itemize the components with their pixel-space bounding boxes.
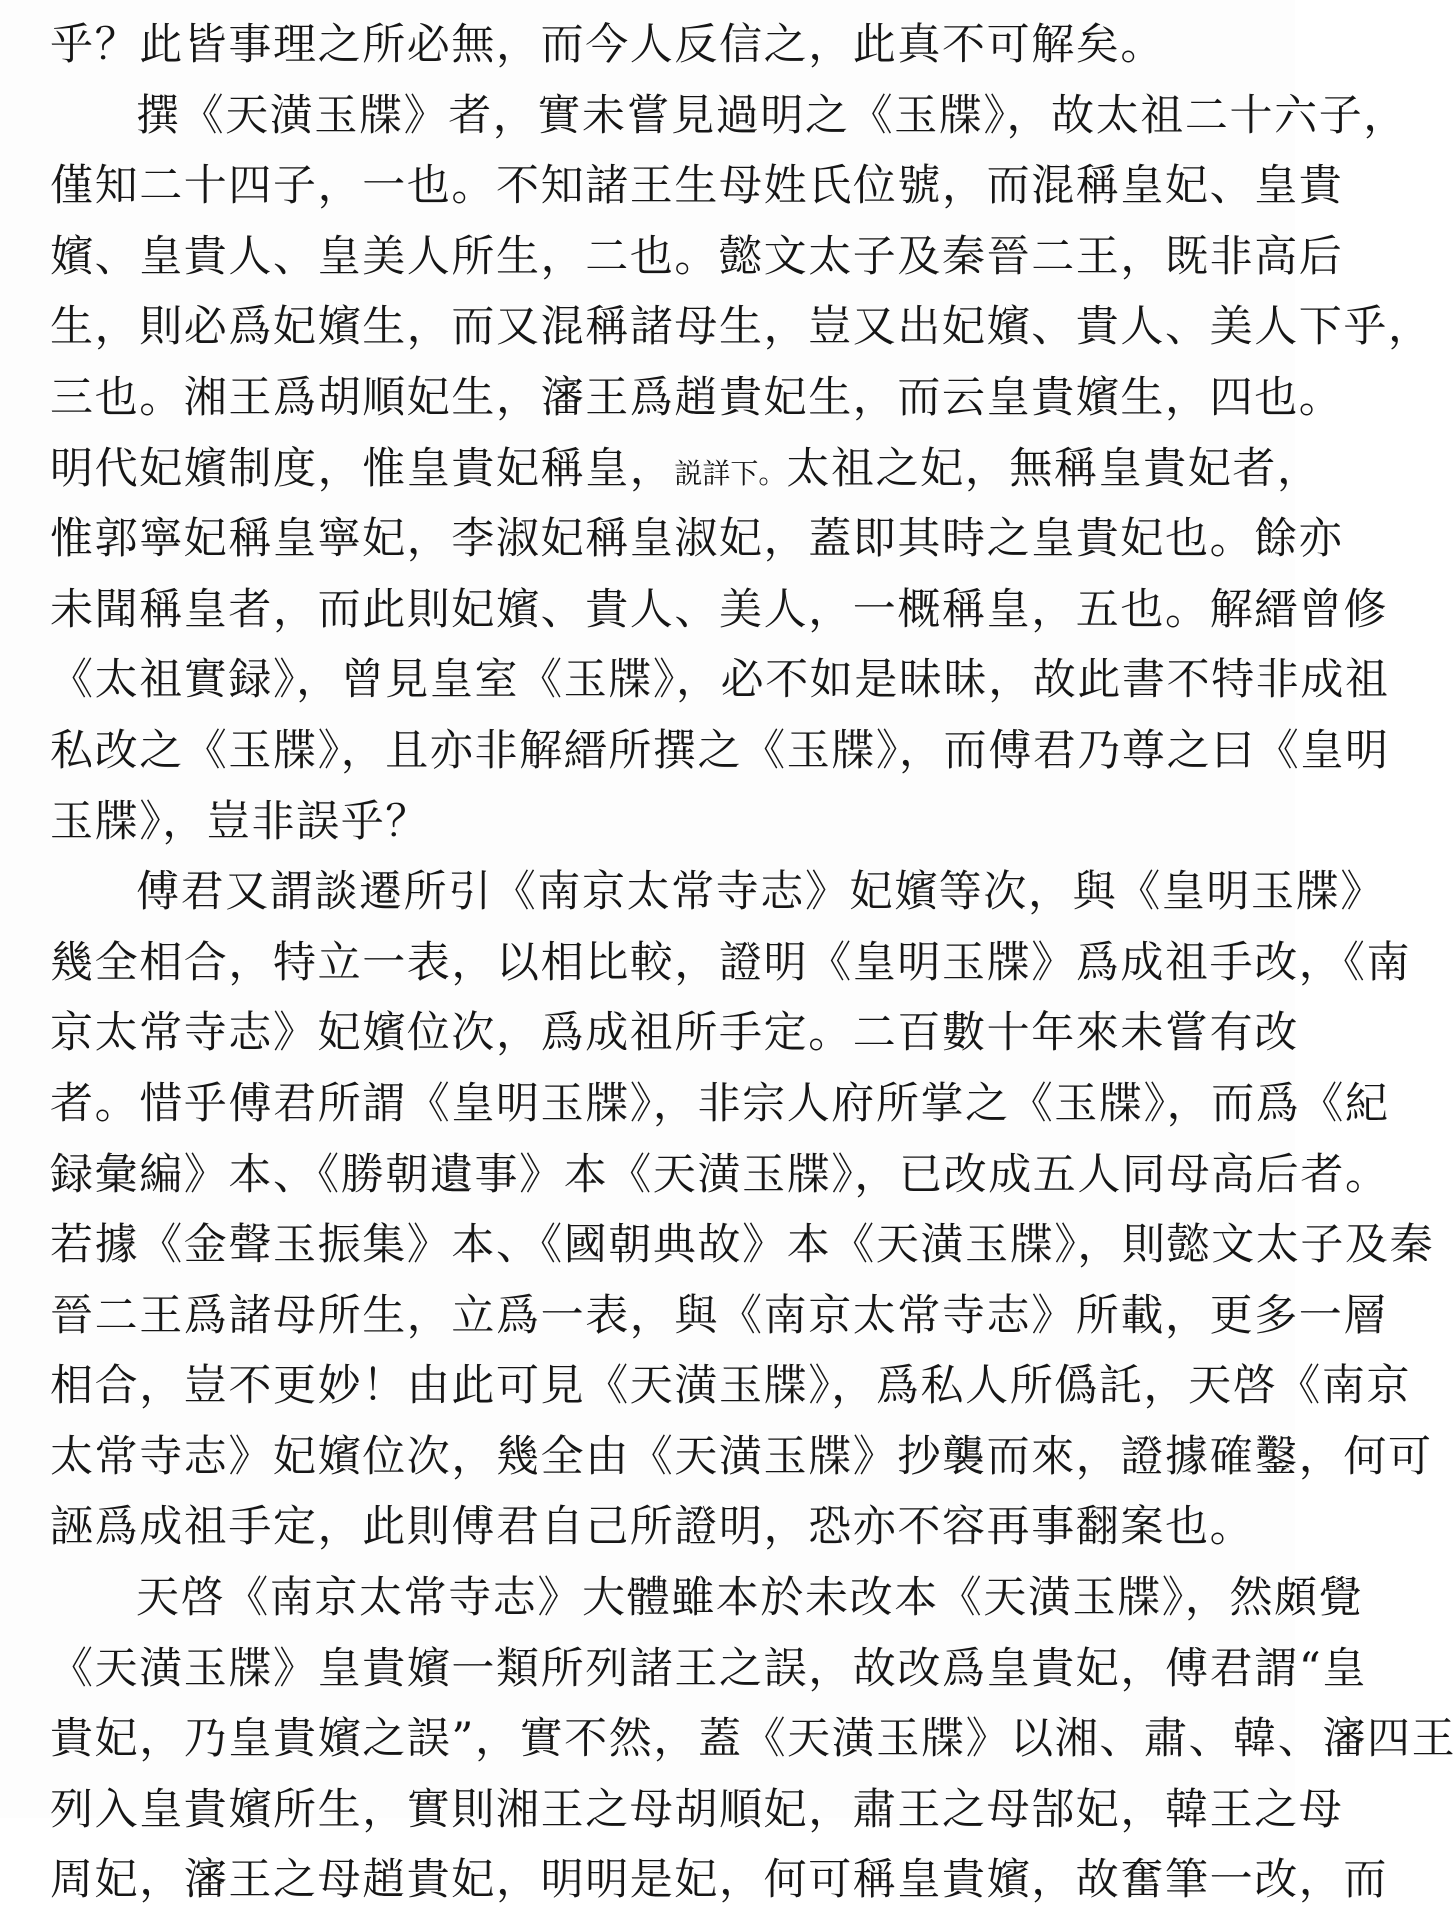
text-line: 傅君又謂談遷所引《南京太常寺志》妃嬪等次，與《皇明玉牒》: [136, 867, 1385, 918]
text-line: 列入皇貴嬪所生，實則湘王之母胡順妃，肅王之母郜妃，韓王之母: [50, 1784, 1344, 1835]
text-line: 三也。湘王爲胡順妃生，瀋王爲趙貴妃生，而云皇貴嬪生，四也。: [50, 372, 1344, 423]
text-line: 《天潢玉牒》皇貴嬪一類所列諸王之誤，故改爲皇貴妃，傅君謂“皇: [50, 1643, 1367, 1694]
text-line: 京太常寺志》妃嬪位次，爲成祖所手定。二百數十年來未嘗有改: [50, 1008, 1299, 1059]
text-line: 天啓《南京太常寺志》大體雖本於未改本《天潢玉牒》，然頗覺: [136, 1573, 1364, 1624]
text-line: 若據《金聲玉振集》本、《國朝典故》本《天潢玉牒》，則懿文太子及秦: [50, 1220, 1435, 1271]
text-line: 太常寺志》妃嬪位次，幾全由《天潢玉牒》抄襲而來，證據確鑿，何可: [50, 1431, 1433, 1482]
text-line: 《太祖實録》，曾見皇室《玉牒》，必不如是昧昧，故此書不特非成祖: [50, 655, 1390, 706]
text-line: 未聞稱皇者，而此則妃嬪、貴人、美人，一概稱皇，五也。解縉曾修: [50, 584, 1388, 635]
text-line: 録彙編》本、《勝朝遺事》本《天潢玉牒》，已改成五人同母高后者。: [50, 1149, 1390, 1200]
text-line: 相合，豈不更妙！由此可見《天潢玉牒》，爲私人所僞託，天啓《南京: [50, 1361, 1412, 1412]
text-line: 僅知二十四子，一也。不知諸王生母姓氏位號，而混稱皇妃、皇貴: [50, 161, 1344, 212]
text-line: 玉牒》，豈非誤乎？: [50, 796, 430, 847]
text-line: 者。惜乎傅君所謂《皇明玉牒》，非宗人府所掌之《玉牒》，而爲《紀: [50, 1078, 1390, 1129]
text-line: 嬪、皇貴人、皇美人所生，二也。懿文太子及秦晉二王，既非高后: [50, 231, 1344, 282]
text-line: 幾全相合，特立一表，以相比較，證明《皇明玉牒》爲成祖手改，《南: [50, 937, 1412, 988]
text-line: 私改之《玉牒》，且亦非解縉所撰之《玉牒》，而傅君乃尊之曰《皇明: [50, 725, 1390, 776]
text-segment: 太祖之妃，無稱皇貴妃者，: [786, 443, 1322, 494]
body-text: [50, 10, 1456, 1916]
text-line: 晉二王爲諸母所生，立爲一表，與《南京太常寺志》所載，更多一層: [50, 1290, 1388, 1341]
text-line: 乎？此皆事理之所必無，而今人反信之，此真不可解矣。: [50, 20, 1165, 70]
inline-note: 説詳下。: [674, 456, 787, 490]
text-segment: 明代妃嬪制度，惟皇貴妃稱皇，: [50, 443, 675, 494]
text-line: 撰《天潢玉牒》者，實未嘗見過明之《玉牒》，故太祖二十六子，: [136, 90, 1408, 141]
text-line: 貴妃，乃皇貴嬪之誤”，實不然，蓋《天潢玉牒》以湘、肅、韓、瀋四王: [50, 1714, 1456, 1765]
text-line: 誣爲成祖手定，此則傅君自己所證明，恐亦不容再事翻案也。: [50, 1502, 1255, 1553]
text-line: 生，則必爲妃嬪生，而又混稱諸母生，豈又出妃嬪、貴人、美人下乎，: [50, 302, 1433, 353]
text-line: 周妃，瀋王之母趙貴妃，明明是妃，何可稱皇貴嬪，故奮筆一改，而: [50, 1855, 1388, 1906]
text-line: 惟郭寧妃稱皇寧妃，李淑妃稱皇淑妃，蓋即其時之皇貴妃也。餘亦: [50, 514, 1344, 565]
text-line: [50, 434, 1322, 505]
